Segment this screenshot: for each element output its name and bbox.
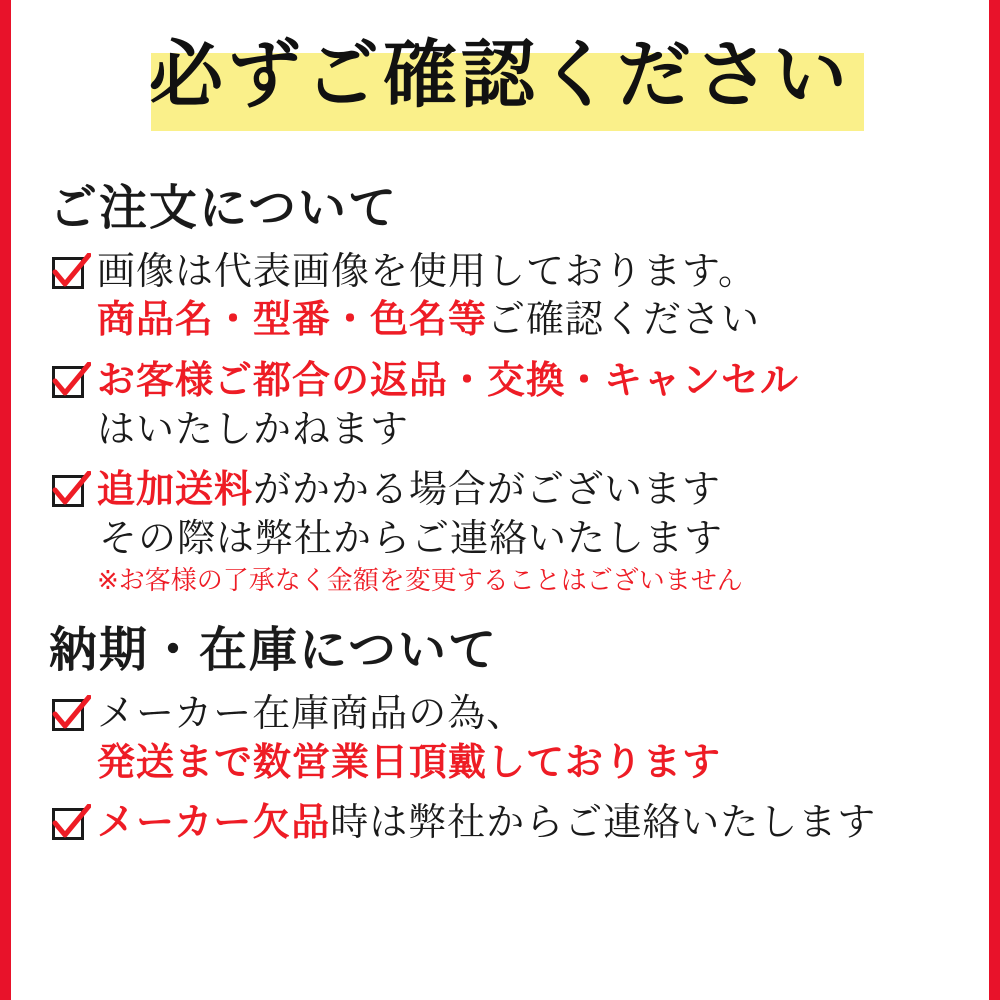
section-delivery-stock [11, 624, 989, 847]
section-orders [11, 182, 989, 598]
section-heading-delivery-stock: 納期・在庫について [49, 622, 499, 679]
list-item-line: 発送まで数営業日頂戴しております [97, 739, 722, 784]
list-item [49, 798, 969, 847]
plain-text: ご確認ください [487, 297, 761, 342]
emphasis-text: メーカー欠品 [97, 800, 331, 845]
emphasis-text: 追加送料 [97, 467, 254, 512]
list-item-line [97, 295, 969, 344]
emphasis-text: 商品名・型番・色名等 [97, 297, 488, 342]
page-content [11, 0, 989, 1000]
list-item-line: その際は弊社からご連絡いたします [99, 515, 724, 560]
checkbox-checked-icon [49, 362, 91, 404]
list-item-text [97, 689, 969, 786]
list-item-text [97, 465, 969, 598]
list-item-text [97, 356, 969, 453]
list-item-text [97, 247, 969, 344]
checkbox-checked-icon [49, 695, 91, 737]
checkbox-checked-icon [49, 253, 91, 295]
plain-text: 時は弊社からご連絡いたします [330, 800, 877, 845]
list-item [49, 356, 969, 453]
section-heading-orders: ご注文について [49, 180, 399, 236]
list-item [49, 465, 969, 598]
list-item-line: お客様ご都合の返品・交換・キャンセル [97, 358, 800, 403]
list-item-line [97, 798, 969, 847]
page-title-area [11, 0, 989, 150]
checkbox-checked-icon [49, 471, 91, 513]
right-red-edge-bar [989, 0, 1000, 1000]
list-item-line: 画像は代表画像を使用しております。 [97, 248, 757, 293]
list-item-text [97, 798, 969, 847]
checkbox-checked-icon [49, 804, 91, 846]
list-item [49, 689, 969, 786]
page-title: 必ずご確認ください [149, 32, 851, 118]
list-item-note: ※お客様の了承なく金額を変更することはございません [97, 565, 743, 596]
list-item [49, 247, 969, 344]
list-item-line [97, 465, 969, 514]
list-item-line: メーカー在庫商品の為、 [97, 691, 526, 736]
left-red-edge-bar [0, 0, 11, 1000]
list-item-line: はいたしかねます [97, 406, 410, 451]
plain-text: がかかる場合がございます [253, 467, 722, 512]
